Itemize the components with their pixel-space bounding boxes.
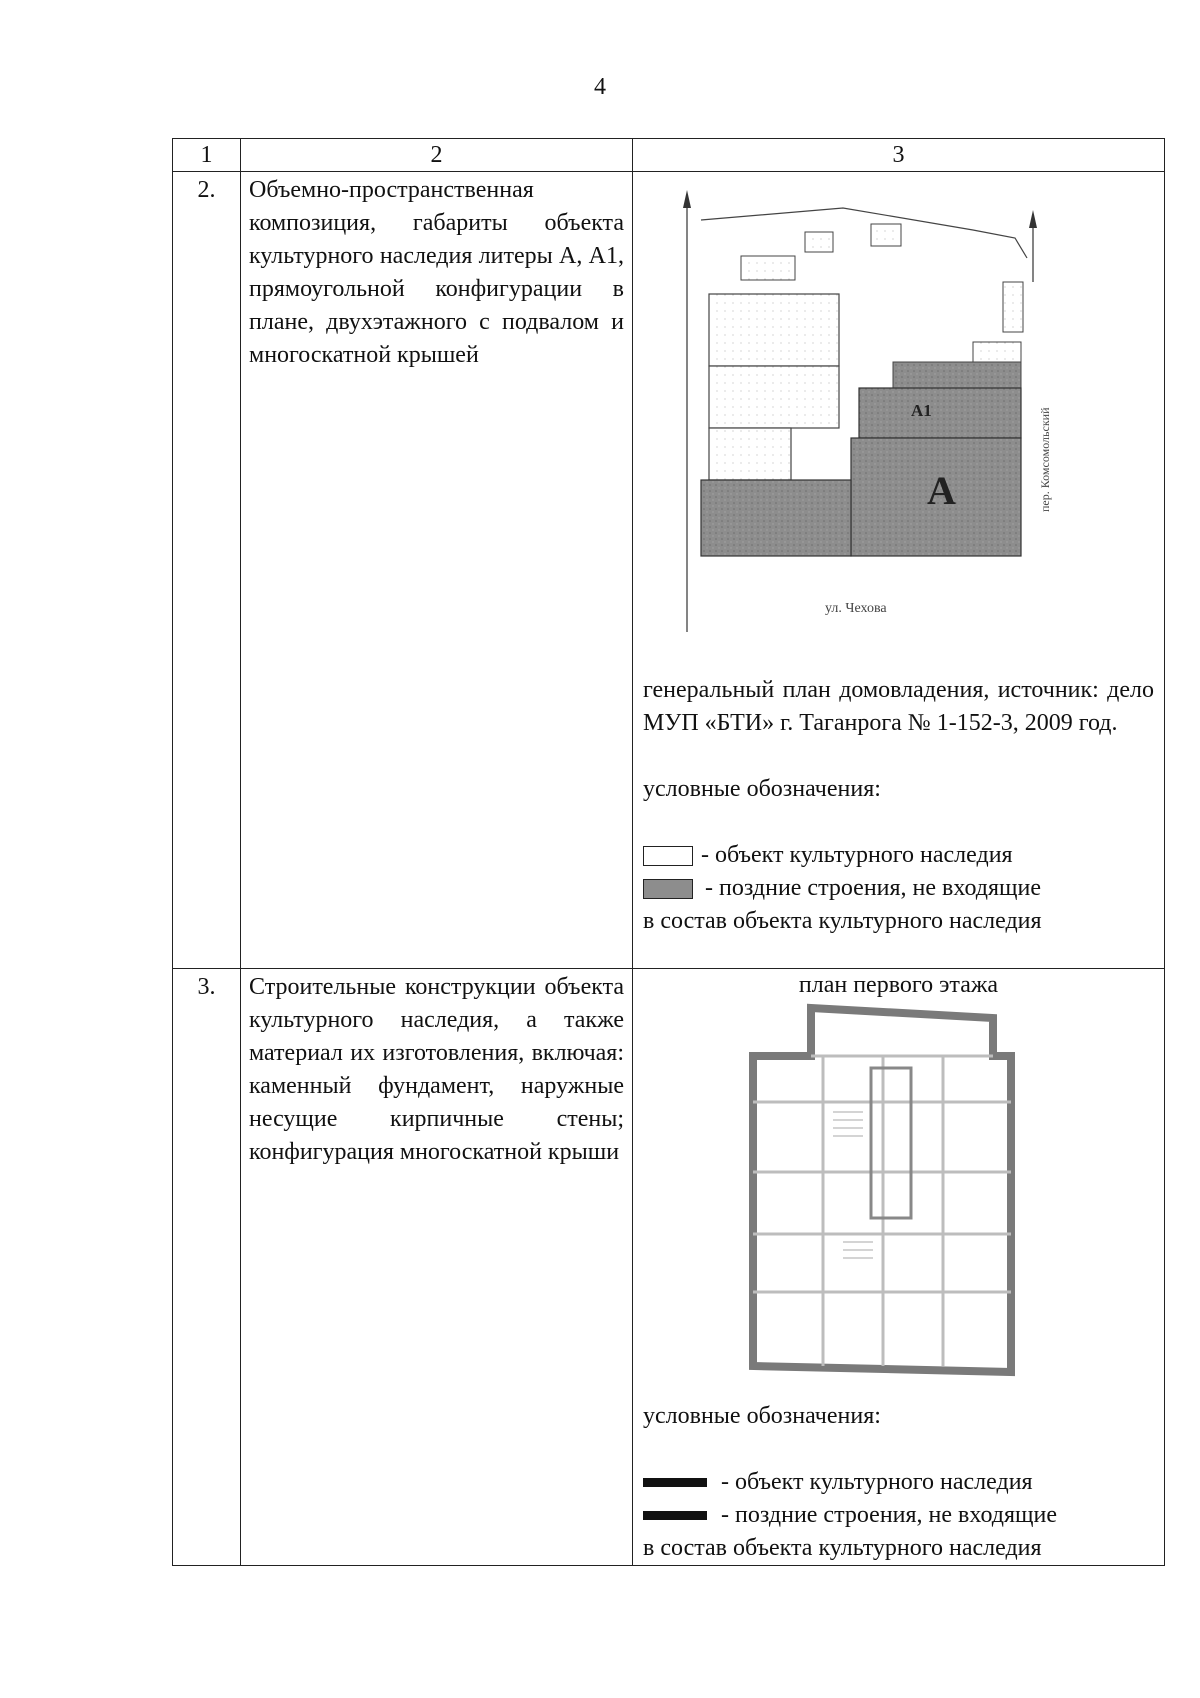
row-description: Строительные конструкции объекта культурного наследия, а также материал их изготовления, включая: каменный фундамент, наружные несущие кирпичные стены; конфигурация многоскатной крыши — [241, 969, 633, 1566]
legend-label-2b: в состав объекта культурного наследия — [643, 1535, 1042, 1561]
header-row — [173, 139, 1165, 172]
site-plan-caption: генеральный план домовладения, источник: дело МУП «БТИ» г. Таганрога № 1-152-3, 2009 год. — [643, 677, 1154, 736]
page-number: 4 — [594, 74, 606, 100]
table-row-2 — [173, 172, 1165, 969]
site-plan-cell — [633, 172, 1165, 969]
legend-label-1: - объект культурного наследия — [721, 1469, 1033, 1495]
legend-item-late — [643, 872, 1154, 905]
legend-grey-label-1: - поздние строения, не входящие — [705, 875, 1041, 901]
floor-plan-drawing — [643, 1002, 1155, 1392]
black-bar-icon — [643, 1511, 707, 1520]
site-plan-drawing — [643, 172, 1155, 644]
row-number: 2. — [173, 172, 241, 969]
header-col-1: 1 — [173, 139, 241, 172]
floor-plan-title: план первого этажа — [798, 972, 999, 998]
header-col-3: 3 — [633, 139, 1165, 172]
plan-street-right: пер. Комсомольский — [1038, 407, 1052, 512]
plan-label-a: А — [927, 468, 956, 513]
legend-grey-label-2: в состав объекта культурного наследия — [643, 908, 1042, 934]
legend-item-heritage — [643, 1466, 1154, 1499]
legend-title: условные обозначения: — [643, 1403, 881, 1429]
grey-box-icon — [643, 879, 693, 899]
black-bar-icon — [643, 1478, 707, 1487]
legend-title: условные обозначения: — [643, 776, 881, 802]
white-box-icon — [643, 846, 693, 866]
row-description: Объемно-пространственная композиция, габариты объекта культурного наследия литеры А, А1, прямоугольной конфигурации в плане, двухэтажного с подвалом и многоскатной крышей — [241, 172, 633, 969]
legend-white-label: - объект культурного наследия — [701, 842, 1013, 868]
plan-label-a1: А1 — [911, 401, 932, 420]
floor-plan-cell — [633, 969, 1165, 1566]
plan-street-bottom: ул. Чехова — [825, 601, 887, 616]
legend-item-late — [643, 1499, 1154, 1532]
table-row-3 — [173, 969, 1165, 1566]
row-number: 3. — [173, 969, 241, 1566]
legend-label-2a: - поздние строения, не входящие — [721, 1502, 1057, 1528]
header-col-2: 2 — [241, 139, 633, 172]
heritage-table — [172, 138, 1165, 1566]
legend-item-heritage — [643, 839, 1154, 872]
